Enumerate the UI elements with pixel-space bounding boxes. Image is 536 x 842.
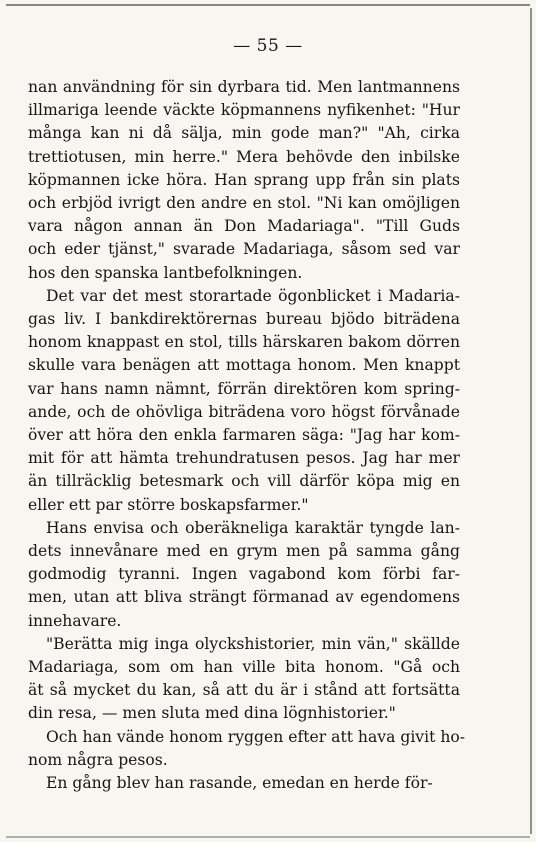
text-line: vara någon annan än Don Madariaga". "Till Guds [28,217,460,236]
page-edge-bottom [6,836,530,838]
text-line: och erbjöd ivrigt den andre en stol. "Ni kan omöjligen [28,194,460,213]
text-line: och eder tjänst," svarade Madariaga, såsom sed var [28,240,460,259]
text-line: ät så mycket du kan, så att du är i stånd att fortsätta [28,681,460,700]
text-line: köpmannen icke höra. Han sprang upp från sin plats [28,170,460,189]
text-line: Det var det mest storartade ögonblicket i Madaria- [46,286,460,305]
text-line: gas liv. I bankdirektörernas bureau bjödo biträdena [28,310,460,329]
text-line: illmariga leende väckte köpmannens nyfikenhet: "Hur [28,101,460,120]
page-edge-right [530,8,532,834]
text-line: dets innevånare med en grym men på samma gång [28,542,460,561]
text-line: skulle vara benägen att mottaga honom. Men knappt [28,356,460,375]
text-line: trettiotusen, min herre." Mera behövde den inbilske [28,147,460,166]
page-number: — 55 — [233,36,303,56]
paragraph [28,285,460,517]
page-edge-top [6,4,530,6]
paragraph [28,633,460,726]
text-line: "Berätta mig inga olyckshistorier, min vän," skällde [46,634,460,653]
paragraph [28,517,460,633]
text-line: Madariaga, som om han ville bita honom. "Gå och [28,658,460,677]
text-line: hos den spanska lantbefolkningen. [28,263,303,282]
paragraph [28,76,460,285]
body-text [28,76,466,795]
text-line: Och han vände honom ryggen efter att hava givit ho- [46,727,466,746]
text-line: men, utan att bliva strängt förmanad av egendomens [28,588,460,607]
text-line: eller ett par större boskapsfarmer." [28,495,309,514]
text-line: nan användning för sin dyrbara tid. Men lantmannens [28,78,460,96]
text-line: mit för att hämta trehundratusen pesos. Jag har mer [28,449,460,468]
text-line: ande, och de ohövliga biträdena voro högst förvånade [28,402,460,421]
text-line: godmodig tyranni. Ingen vagabond kom förbi far- [28,565,460,584]
text-line: din resa, — men sluta med dina lögnhistorier." [28,704,396,723]
text-line: var hans namn nämnt, förrän direktören kom spring- [28,379,460,398]
paragraph [28,726,466,772]
paragraph [28,772,460,795]
text-line: många kan ni då sälja, min gode man?" "Ah, cirka [28,124,460,143]
text-line: nom några pesos. [28,750,168,769]
text-line: honom knappast en stol, tills härskaren bakom dörren [28,333,460,352]
text-line: Hans envisa och oberäkneliga karaktär tyngde lan- [46,518,460,537]
text-line: över att höra den enkla farmaren säga: "Jag har kom- [28,426,460,445]
text-line: En gång blev han rasande, emedan en herde för- [46,774,433,793]
text-line: än tillräcklig betesmark och vill därför köpa mig en [28,472,460,491]
text-line: innehavare. [28,611,122,630]
